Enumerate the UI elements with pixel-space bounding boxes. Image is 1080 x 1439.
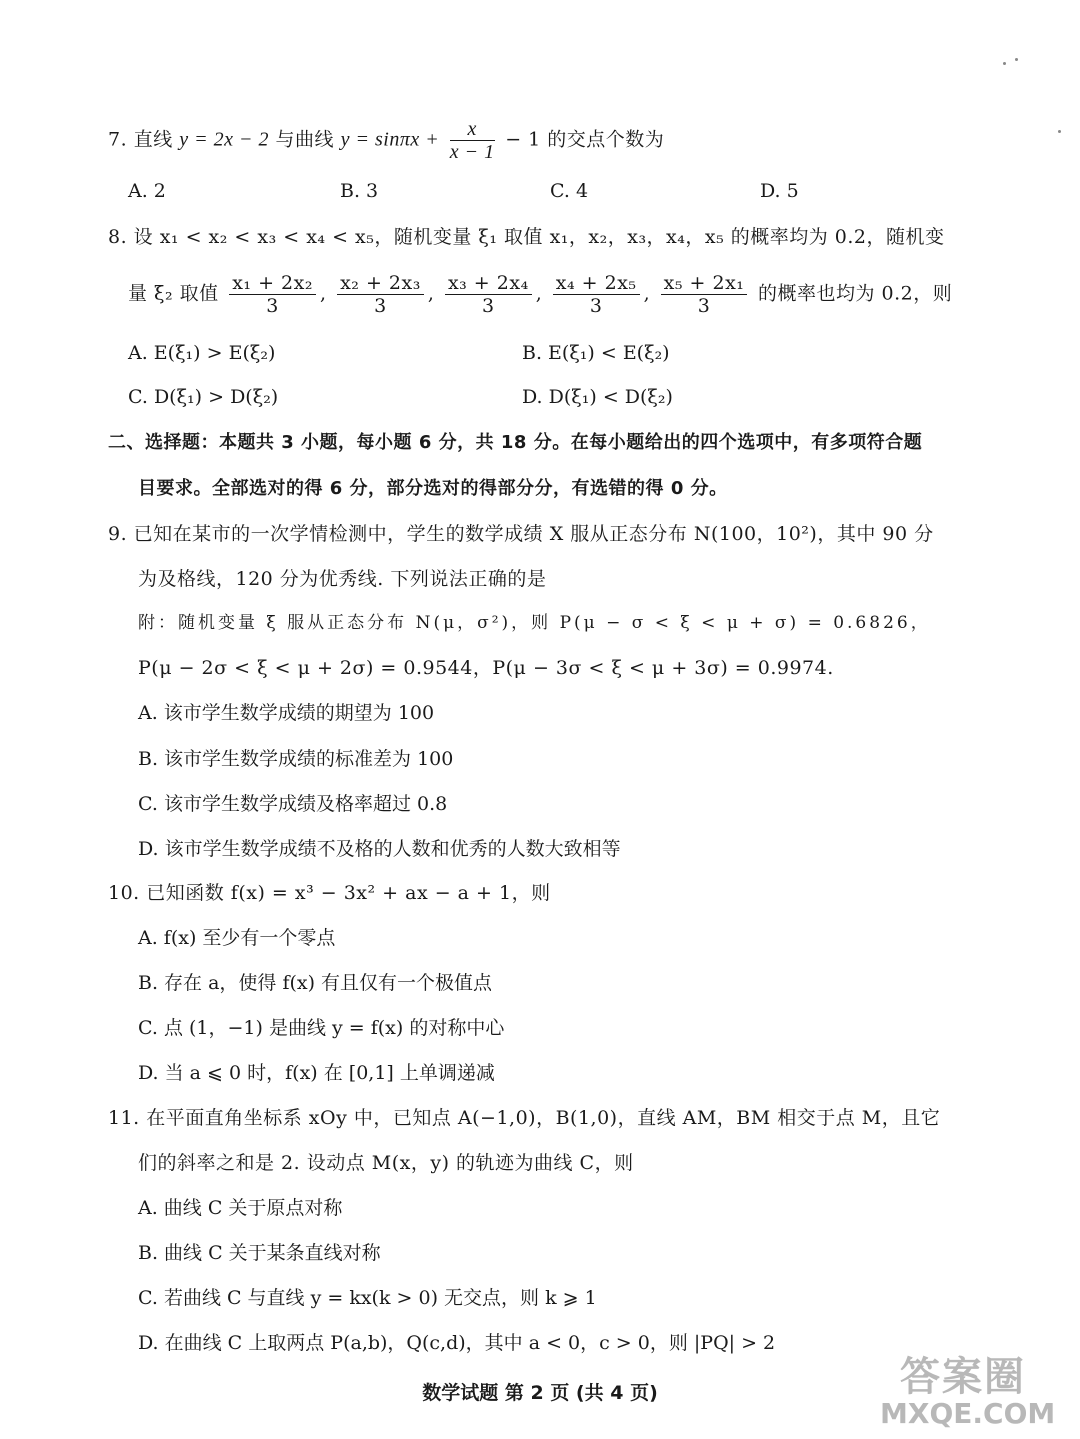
q10-option-d: D. 当 a ⩽ 0 时，f(x) 在 [0,1] 上单调递减: [138, 1062, 495, 1084]
q8-option-d: D. D(ξ₁) < D(ξ₂): [522, 386, 673, 408]
fraction-numerator: x₁ + 2x₂: [229, 272, 316, 295]
q8-fraction: [445, 272, 532, 317]
scan-speck: [1003, 62, 1006, 65]
q10-option-b: B. 存在 a，使得 f(x) 有且仅有一个极值点: [138, 972, 493, 994]
q8-text: 量 ξ₂ 取值: [128, 282, 219, 305]
q7-option-b: B. 3: [340, 180, 379, 202]
q11-option-d: D. 在曲线 C 上取两点 P(a,b)，Q(c,d)，其中 a < 0，c > 0，则 |PQ| > 2: [138, 1332, 776, 1354]
watermark-text: 答案圈: [900, 1354, 1026, 1400]
q8-option-a: A. E(ξ₁) > E(ξ₂): [128, 342, 276, 364]
q7-option-c: C. 4: [550, 180, 589, 202]
q8-option-c: C. D(ξ₁) > D(ξ₂): [128, 386, 279, 408]
page-footer: 数学试题 第 2 页 (共 4 页): [422, 1382, 658, 1404]
fraction-denominator: 3: [589, 295, 603, 317]
q10-option-c: C. 点 (1，−1) 是曲线 y = f(x) 的对称中心: [138, 1017, 505, 1039]
question-9-line-2: 为及格线，120 分为优秀线. 下列说法正确的是: [138, 568, 547, 590]
q7-option-d: D. 5: [760, 180, 799, 202]
question-8-line-2: 量 ξ₂ 取值 $\frac{\text{x₁ + 2x₂}}{3}$ , $\frac{\text{x₂ + 2x₃}}{3}$ , $\frac{\text{x₃ + 2x₄}}{3}$ , $\frac{\text{x₄ + 2x₅}}{3}$ , $\frac{\text{x₅ + 2x₁}}{3}$ 的概率也均为 0.2，则: [128, 272, 953, 317]
question-8-line-1: 8. 设 x₁ < x₂ < x₃ < x₄ < x₅，随机变量 ξ₁ 取值 x₁，x₂，x₃，x₄，x₅ 的概率均为 0.2，随机变: [108, 226, 945, 248]
q7-option-a: A. 2: [128, 180, 166, 202]
q8-fraction: [337, 272, 424, 317]
fraction-numerator: x₂ + 2x₃: [337, 272, 424, 295]
section-2-heading-cont: 目要求。全部选对的得 6 分，部分选对的得部分分，有选错的得 0 分。: [138, 478, 728, 499]
q9-option-a: A. 该市学生数学成绩的期望为 100: [138, 702, 435, 724]
question-11-line-1: 11. 在平面直角坐标系 xOy 中，已知点 A(−1,0)，B(1,0)，直线 AM，BM 相交于点 M，且它: [108, 1107, 941, 1129]
question-11-line-2: 们的斜率之和是 2. 设动点 M(x，y) 的轨迹为曲线 C，则: [138, 1152, 634, 1174]
fraction-denominator: 3: [374, 295, 387, 317]
q7-fraction: [450, 118, 495, 163]
q9-option-b: B. 该市学生数学成绩的标准差为 100: [138, 748, 454, 770]
fraction-denominator: x − 1: [449, 141, 495, 163]
fraction-denominator: 3: [697, 295, 711, 317]
scan-speck: [1058, 130, 1061, 133]
q11-option-a: A. 曲线 C 关于原点对称: [138, 1197, 343, 1219]
scan-speck: [1015, 58, 1018, 61]
question-7: [108, 118, 664, 163]
q10-option-a: A. f(x) 至少有一个零点: [138, 927, 336, 949]
watermark-logo: [880, 1345, 1056, 1430]
fraction-numerator: x₄ + 2x₅: [553, 272, 640, 295]
section-2-heading: 二、选择题：本题共 3 小题，每小题 6 分，共 18 分。在每小题给出的四个选项中，有多项符合题: [108, 432, 923, 453]
q7-number: 7.: [108, 128, 128, 151]
fraction-numerator: x₃ + 2x₄: [445, 272, 532, 295]
fraction-numerator: x₅ + 2x₁: [661, 272, 748, 295]
question-9-note-2: P(μ − 2σ < ξ < μ + 2σ) = 0.9544，P(μ − 3σ < ξ < μ + 3σ) = 0.9974.: [138, 657, 834, 679]
question-10: 10. 已知函数 f(x) = x³ − 3x² + ax − a + 1，则: [108, 882, 551, 904]
q8-fraction: [229, 272, 316, 317]
q9-option-d: D. 该市学生数学成绩不及格的人数和优秀的人数大致相等: [138, 838, 621, 860]
q8-option-b: B. E(ξ₁) < E(ξ₂): [522, 342, 670, 364]
question-9-note-1: 附：随机变量 ξ 服从正态分布 N(μ，σ²)，则 P(μ − σ < ξ < μ + σ) = 0.6826，: [138, 613, 931, 633]
fraction-denominator: 3: [266, 295, 279, 317]
fraction-numerator: x: [450, 118, 495, 141]
fraction-denominator: 3: [482, 295, 495, 317]
watermark-url: MXQE.COM: [880, 1397, 1056, 1430]
q7-text: 直线: [133, 128, 173, 151]
q7-text: 与曲线: [275, 128, 335, 151]
q7-line-eq: y = 2x − 2: [179, 128, 269, 151]
q8-fraction: [661, 272, 748, 317]
q7-text: 的交点个数为: [547, 128, 665, 151]
q11-option-b: B. 曲线 C 关于某条直线对称: [138, 1242, 381, 1264]
q8-text: 的概率也均为 0.2，则: [757, 282, 953, 305]
q11-option-c: C. 若曲线 C 与直线 y = kx(k > 0) 无交点，则 k ⩾ 1: [138, 1287, 597, 1309]
question-9-line-1: 9. 已知在某市的一次学情检测中，学生的数学成绩 X 服从正态分布 N(100，10²)，其中 90 分: [108, 523, 934, 545]
q7-curve-eq-tail: − 1: [505, 128, 541, 151]
q9-option-c: C. 该市学生数学成绩及格率超过 0.8: [138, 793, 448, 815]
q8-fraction: [553, 272, 640, 317]
q7-curve-eq: y = sinπx +: [340, 128, 440, 151]
